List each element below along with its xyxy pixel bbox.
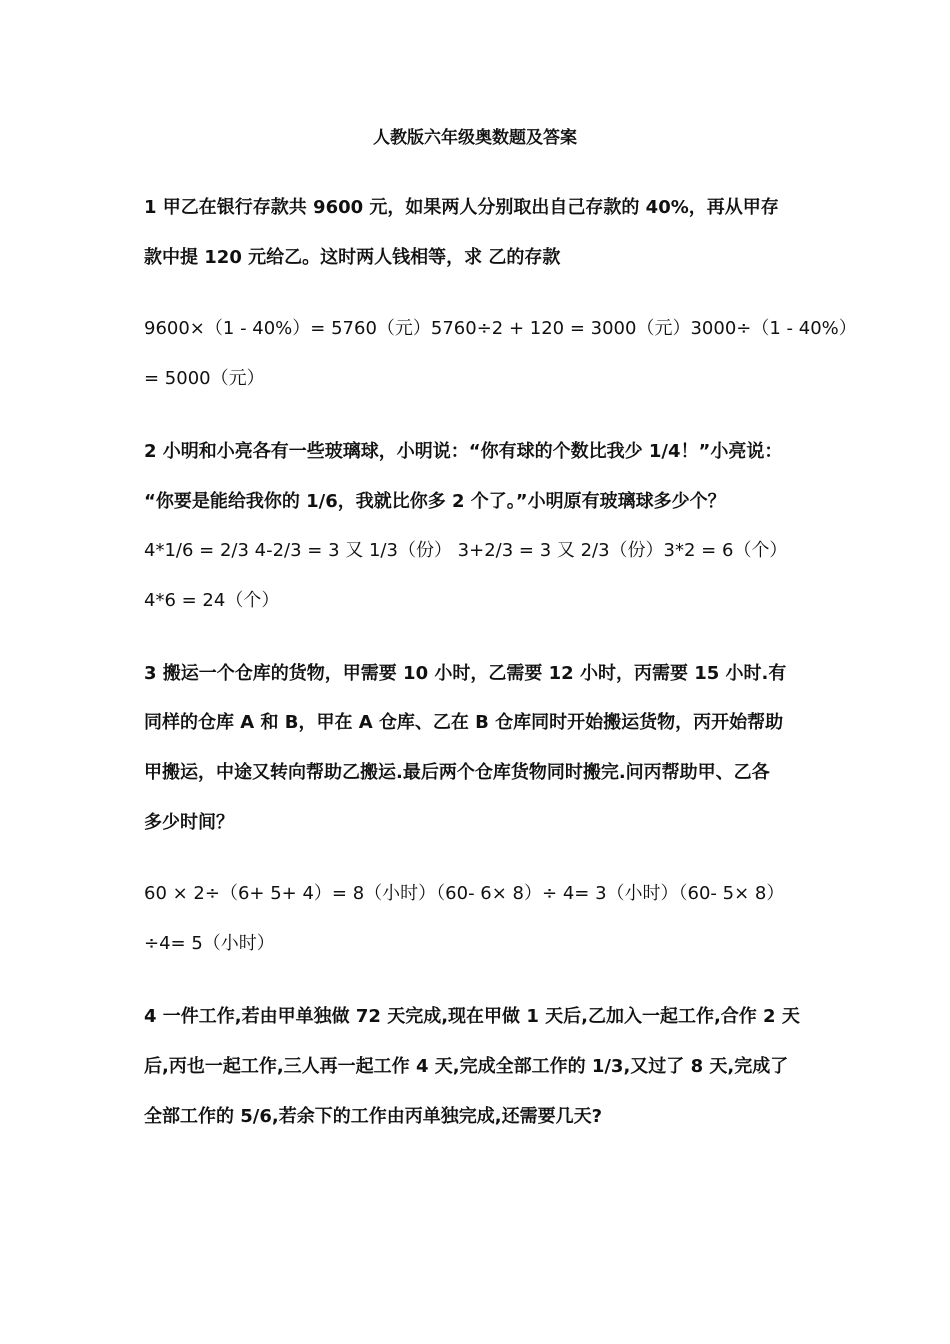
- problem-3-question-line-4: 多少时间？: [144, 812, 234, 833]
- problem-4-question-line-1: 4 一件工作,若由甲单独做 72 天完成,现在甲做 1 天后,乙加入一起工作,合作 2 天: [144, 1006, 800, 1027]
- problem-2-question-line-2: “你要是能给我你的 1/6，我就比你多 2 个了。”小明原有玻璃球多少个？: [144, 491, 726, 512]
- problem-3-question-line-3: 甲搬运，中途又转向帮助乙搬运.最后两个仓库货物同时搬完.问丙帮助甲、乙各: [144, 762, 770, 783]
- problem-2-answer-line-2: 4*6 = 24（个）: [144, 590, 280, 611]
- problem-1-answer-line-2: = 5000（元）: [144, 368, 265, 389]
- problem-3-answer-line-1: 60 × 2÷（6+ 5+ 4）= 8（小时）（60- 6× 8）÷ 4= 3（小时）（60- 5× 8）: [144, 883, 785, 904]
- problem-3-answer-line-2: ÷4= 5（小时）: [144, 933, 275, 954]
- problem-1-question-line-2: 款中提 120 元给乙。这时两人钱相等，求 乙的存款: [144, 247, 561, 268]
- problem-3-question-line-2: 同样的仓库 A 和 B，甲在 A 仓库、乙在 B 仓库同时开始搬运货物，丙开始帮助: [144, 712, 784, 733]
- problem-4-question-line-3: 全部工作的 5/6,若余下的工作由丙单独完成,还需要几天?: [144, 1106, 603, 1127]
- problem-3-question-line-1: 3 搬运一个仓库的货物，甲需要 10 小时，乙需要 12 小时，丙需要 15 小时.有: [144, 663, 787, 684]
- problem-1-question-line-1: 1 甲乙在银行存款共 9600 元，如果两人分别取出自己存款的 40%，再从甲存: [144, 197, 779, 218]
- problem-2-answer-line-1: 4*1/6 = 2/3 4-2/3 = 3 又 1/3（份） 3+2/3 = 3 又 2/3（份）3*2 = 6（个）: [144, 540, 788, 561]
- problem-2-question-line-1: 2 小明和小亮各有一些玻璃球，小明说：“你有球的个数比我少 1/4！”小亮说：: [144, 441, 783, 462]
- problem-4-question-line-2: 后,丙也一起工作,三人再一起工作 4 天,完成全部工作的 1/3,又过了 8 天,完成了: [144, 1056, 789, 1077]
- page-title: 人教版六年级奥数题及答案: [373, 128, 577, 148]
- problem-1-answer-line-1: 9600×（1 - 40%）= 5760（元）5760÷2 + 120 = 3000（元）3000÷（1 - 40%）: [144, 318, 857, 339]
